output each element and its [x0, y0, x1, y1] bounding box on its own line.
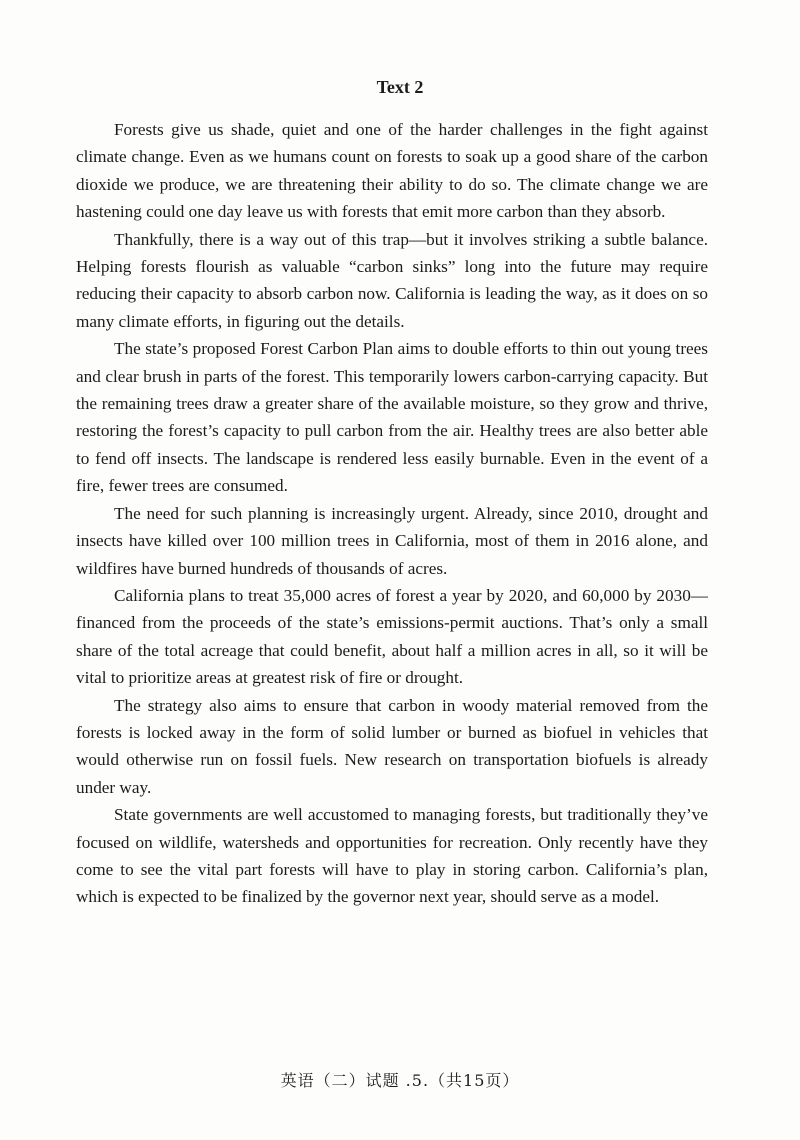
page-title: Text 2	[376, 77, 424, 97]
paragraph-3: The state’s proposed Forest Carbon Plan aims to double efforts to thin out young trees and clear brush in parts of the forest. This temporarily lowers carbon-carrying capacity. But the remaining trees draw a greater share of the available moisture, so they grow and thrive, restoring the forest’s capacity to pull carbon from the air. Healthy trees are also better able to fend off insects. The landscape is rendered less easily burnable. Even in the event of a fire, fewer trees are consumed.	[76, 339, 708, 496]
paragraph-5: California plans to treat 35,000 acres of forest a year by 2020, and 60,000 by 2030—financed from the proceeds of the state’s emissions-permit auctions. That’s only a small share of the total acreage that could benefit, about half a million acres in all, so it will be vital to prioritize areas at greatest risk of fire or drought.	[76, 585, 708, 688]
paragraph-1: Forests give us shade, quiet and one of the harder challenges in the fight against climate change. Even as we humans count on forests to soak up a good share of the carbon dioxide we produce, we are threatening their ability to do so. The climate change we are hastening could one day leave us with forests that emit more carbon than they absorb.	[76, 120, 708, 222]
paragraph-2: Thankfully, there is a way out of this trap—but it involves striking a subtle balance. Helping forests flourish as valuable “carbon sinks” long into the future may require reducing their capacity to absorb carbon now. California is leading the way, as it does on so many climate efforts, in figuring out the details.	[76, 229, 708, 331]
paragraph-6: The strategy also aims to ensure that carbon in woody material removed from the forests is locked away in the form of solid lumber or burned as biofuel in vehicles that would otherwise run on fossil fuels. New research on transportation biofuels is already under way.	[76, 695, 708, 797]
paragraph-4: The need for such planning is increasingly urgent. Already, since 2010, drought and insects have killed over 100 million trees in California, most of them in 2016 alone, and wildfires have burned hundreds of thousands of acres.	[76, 503, 708, 578]
passage-body	[76, 116, 708, 911]
page-footer: 英语（二）试题 .5.（共15页）	[280, 1071, 520, 1090]
paragraph-7: State governments are well accustomed to managing forests, but traditionally they’ve focused on wildlife, watersheds and opportunities for recreation. Only recently have they come to see the vital part forests will have to play in storing carbon. California’s plan, which is expected to be finalized by the governor next year, should serve as a model.	[76, 805, 708, 907]
